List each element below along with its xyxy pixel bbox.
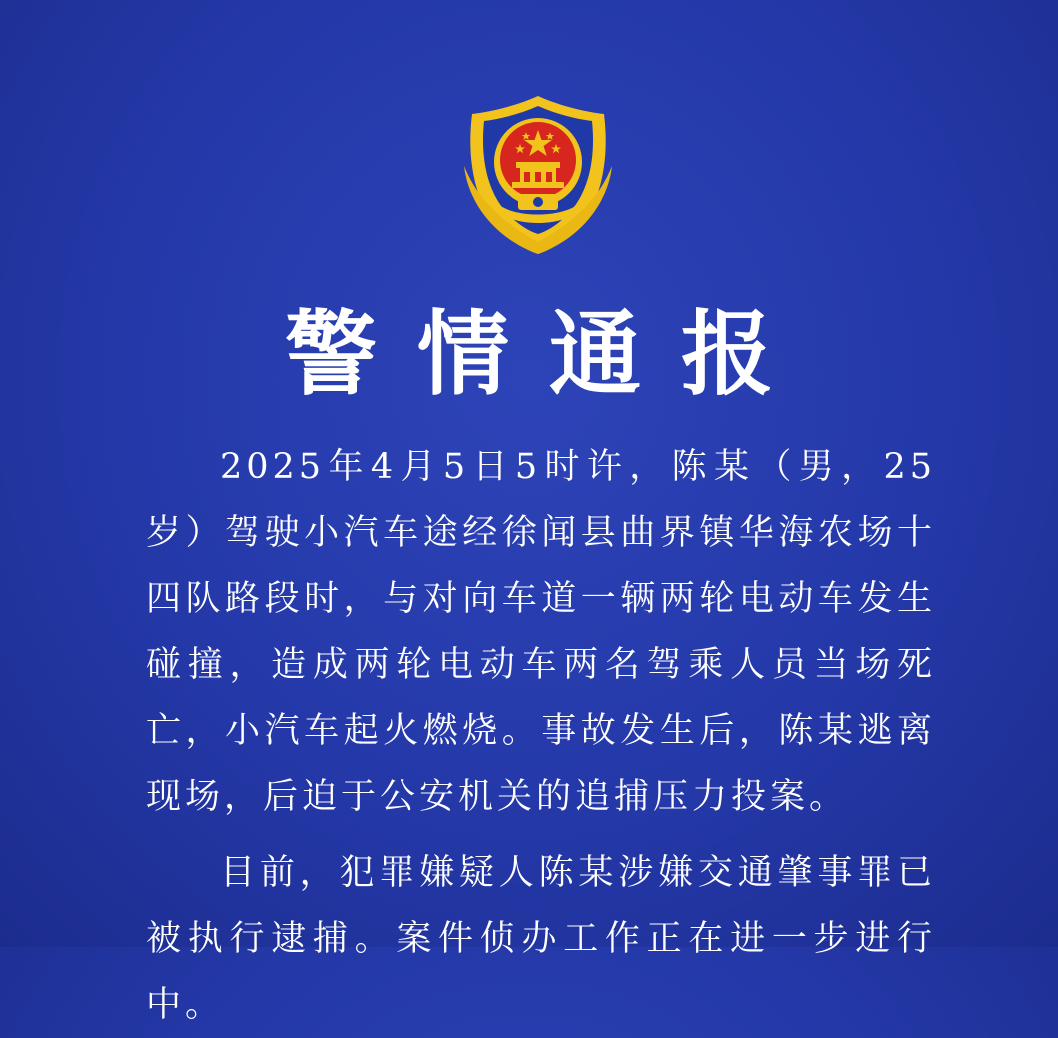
page-title: 警情通报 [284,301,813,408]
report-body [146,434,936,1038]
police-badge-icon [458,92,618,256]
paragraph-status: 目前，犯罪嫌疑人陈某涉嫌交通肇事罪已被执行逮捕。案件侦办工作正在进一步进行中。 [146,853,936,1025]
paragraph-incident: 2025年4月5日5时许，陈某（男，25岁）驾驶小汽车途经徐闻县曲界镇华海农场十四队路段时，与对向车道一辆两轮电动车发生碰撞，造成两轮电动车两名驾乘人员当场死亡，小汽车起火燃烧。事故发生后，陈某逃离现场，后迫于公安机关的追捕压力投案。 [146,447,936,817]
